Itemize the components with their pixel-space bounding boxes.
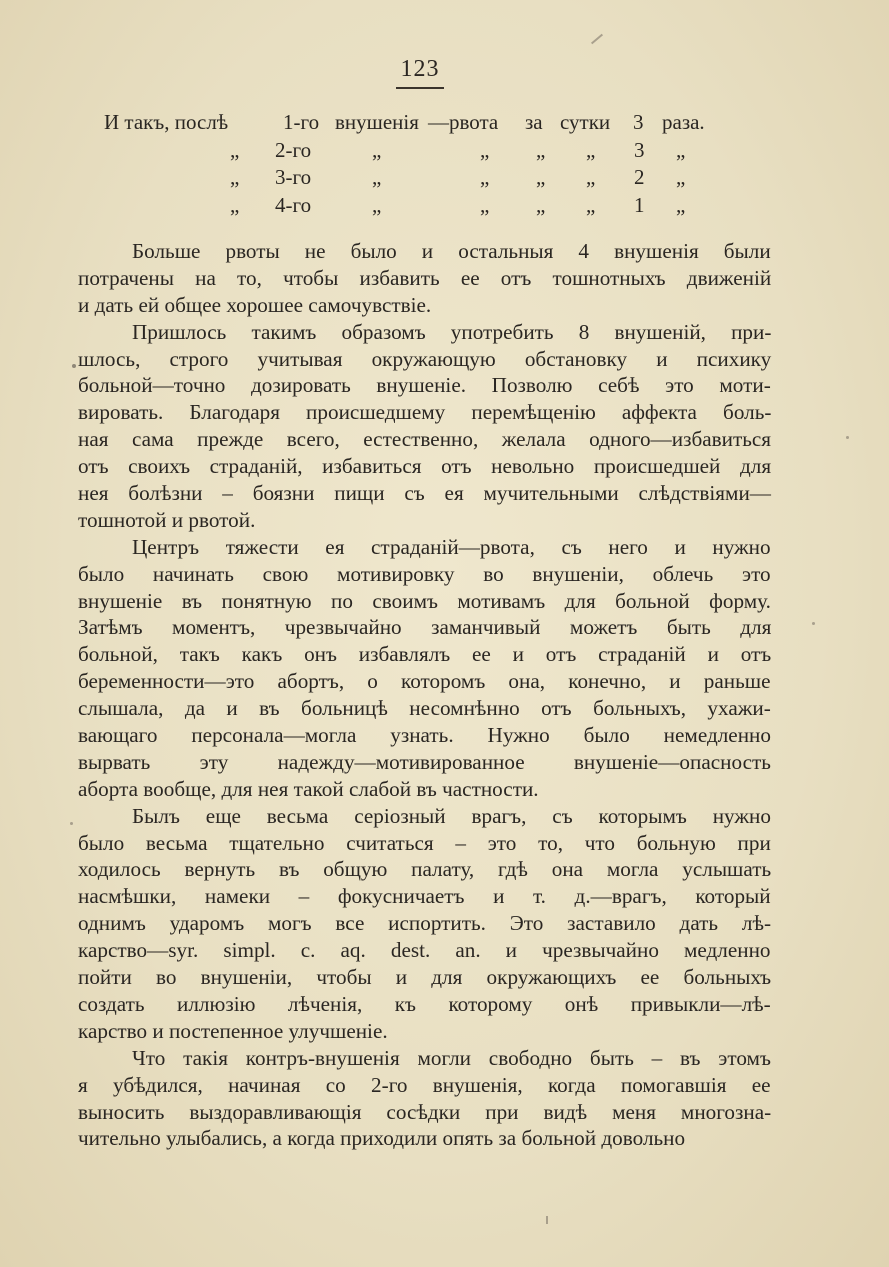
text-line: карство и постепенное улучшеніе. — [78, 1018, 388, 1043]
text-line: внушеніе въ понятную по своимъ мотивамъ для больной форму. — [78, 588, 771, 613]
table-cell-unit: раза. — [662, 110, 705, 134]
text-line: нея болѣзни – боязни пищи съ ея мучительными слѣдствіями— — [78, 481, 771, 506]
table-cell-col3: сутки — [560, 110, 611, 134]
text-line: больной, такъ какъ онъ избавлялъ ее и отъ страданій и отъ — [78, 642, 772, 667]
text-line: было начинать свою мотивировку во внушеніи, облечь это — [78, 561, 771, 586]
text-line: насмѣшки, намеки – фокусничаетъ и т. д.—врагъ, который — [78, 884, 771, 909]
table-cell-lead: „ — [230, 138, 240, 162]
table-cell-col2: за — [525, 110, 543, 134]
table-cell-ordinal: 4-го — [275, 193, 312, 217]
text-line: слышала, да и въ больницѣ несомнѣнно отъ больныхъ, ухажи- — [78, 696, 771, 721]
text-line: чительно улыбались, а когда приходили опять за больной довольно — [78, 1126, 686, 1151]
table-cell-col4: „ — [586, 138, 596, 162]
text-line: карство—syr. simpl. c. aq. dest. an. и чрезвычайно медленно — [78, 938, 771, 963]
body-text — [78, 238, 771, 1152]
text-line: ходилось вернуть въ общую палату, гдѣ она могла услышать — [78, 857, 772, 882]
text-line: я убѣдился, начиная со 2-го внушенія, когда помогавшія ее — [78, 1072, 771, 1097]
text-line: потрачены на то, чтобы избавить ее отъ тошнотныхъ движеній — [78, 265, 772, 290]
paragraph-first-line: Пришлось такимъ образомъ употребить 8 внушеній, при- — [132, 319, 772, 344]
text-line: больной—точно дозировать внушеніе. Позволю себѣ это моти- — [78, 373, 771, 398]
text-line: вающаго персонала—могла узнать. Нужно было немедленно — [78, 723, 771, 748]
table-cell-col2: „ — [480, 138, 490, 162]
table-row — [0, 110, 889, 136]
text-line: беременности—это абортъ, о которомъ она, конечно, и раньше — [78, 669, 771, 694]
table-cell-col2: „ — [480, 165, 490, 189]
table-cell-ordinal: 2-го — [275, 138, 312, 162]
table-cell-lead: „ — [230, 165, 240, 189]
table-cell-col2: „ — [480, 193, 490, 217]
table-cell-unit: „ — [676, 138, 686, 162]
table-row — [0, 193, 889, 219]
text-line: отъ своихъ страданій, избавиться отъ невольно происшедшей для — [78, 454, 772, 479]
margin-mark — [846, 436, 849, 439]
text-line: аборта вообще, для нея такой слабой въ частности. — [78, 776, 539, 801]
margin-mark — [70, 822, 73, 825]
table-cell-ordinal: 1-го — [283, 110, 320, 134]
table-cell-col3: „ — [536, 193, 546, 217]
text-line: выносить выздоравливающія сосѣдки при видѣ меня многозна- — [78, 1099, 772, 1124]
text-line: было весьма тщательно считаться – это то, что больную при — [78, 830, 771, 855]
table-cell-count: 3 — [634, 138, 645, 162]
table-cell-lead: И такъ, послѣ — [104, 110, 229, 134]
table-cell-unit: „ — [676, 193, 686, 217]
table-cell-count: 2 — [634, 165, 645, 189]
table-row — [0, 138, 889, 164]
text-line: вырвать эту надежду—мотивированное внушеніе—опасность — [78, 749, 771, 774]
table-cell-ordinal: 3-го — [275, 165, 312, 189]
table-cell-col1: внушенія — [335, 110, 419, 134]
margin-mark — [72, 364, 76, 368]
table-cell-col3: „ — [536, 138, 546, 162]
pencil-mark — [591, 34, 603, 45]
table-cell-unit: „ — [676, 165, 686, 189]
table-cell-col4: „ — [586, 193, 596, 217]
paragraph-first-line: Былъ еще весьма серіозный врагъ, съ которымъ нужно — [132, 803, 771, 828]
table-cell-count: 1 — [634, 193, 645, 217]
page-number: 123 — [400, 56, 440, 82]
margin-mark — [546, 1216, 548, 1224]
paragraph-first-line: Центръ тяжести ея страданій—рвота, съ него и нужно — [132, 534, 771, 559]
margin-mark — [812, 622, 815, 625]
text-line: пойти во внушеніи, чтобы и для окружающихъ ее больныхъ — [78, 965, 772, 990]
table-cell-dash: —рвота — [428, 110, 499, 134]
page-number-underline — [396, 87, 444, 89]
table-cell-lead: „ — [230, 193, 240, 217]
table-row — [0, 165, 889, 191]
text-line: создать иллюзію лѣченія, къ которому онѣ привыкли—лѣ- — [78, 991, 771, 1016]
paragraph-first-line: Что такія контръ-внушенія могли свободно быть – въ этомъ — [132, 1045, 771, 1070]
text-line: тошнотой и рвотой. — [78, 507, 256, 532]
text-line: Затѣмъ моментъ, чрезвычайно заманчивый можетъ быть для — [78, 615, 772, 640]
table-cell-col3: „ — [536, 165, 546, 189]
table-cell-col1: „ — [372, 193, 382, 217]
table-cell-col4: „ — [586, 165, 596, 189]
text-line: ная сама прежде всего, естественно, желала одного—избавиться — [78, 427, 772, 452]
table-cell-count: 3 — [633, 110, 644, 134]
paragraph-first-line: Больше рвоты не было и остальныя 4 внушенія были — [132, 239, 771, 263]
text-line: однимъ ударомъ могъ все испортить. Это заставило дать лѣ- — [78, 911, 772, 936]
text-line: вировать. Благодаря происшедшему перемѣщенію аффекта боль- — [78, 400, 772, 425]
table-cell-col1: „ — [372, 165, 382, 189]
text-line: и дать ей общее хорошее самочувствіе. — [78, 292, 432, 317]
text-line: шлось, строго учитывая окружающую обстановку и психику — [78, 346, 772, 371]
table-cell-col1: „ — [372, 138, 382, 162]
